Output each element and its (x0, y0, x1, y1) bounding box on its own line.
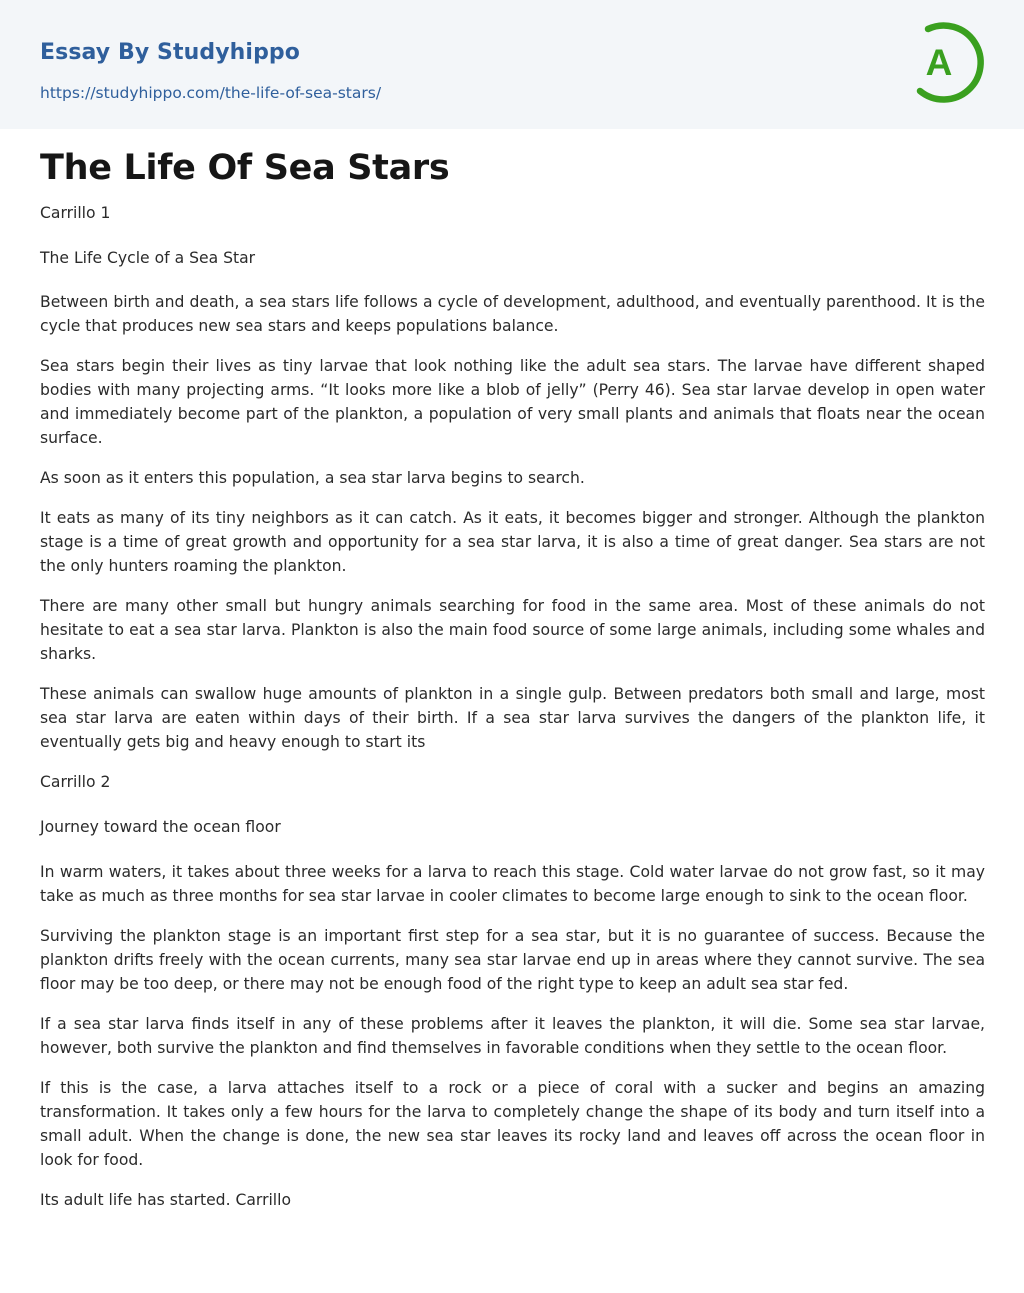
section-subtitle: Journey toward the ocean floor (40, 818, 281, 836)
essay-url-link[interactable]: https://studyhippo.com/the-life-of-sea-stars/ (40, 84, 382, 102)
page-label: Carrillo 2 (40, 773, 111, 791)
paragraph: If this is the case, a larva attaches itself to a rock or a piece of coral with a sucker and begins an amazing transformation. It takes only a few hours for the larva to completely change the shape of its body and turn itself into a small adult. When the change is done, the new sea star leaves its rocky land and leaves off across the ocean floor in look for food. (40, 1079, 985, 1169)
paragraph: As soon as it enters this population, a sea star larva begins to search. (40, 469, 585, 487)
paragraph: These animals can swallow huge amounts of plankton in a single gulp. Between predators both small and large, most sea star larva are eaten within days of their birth. If a sea star larva survives the dangers of the plankton life, it eventually gets big and heavy enough to start its (40, 685, 985, 751)
site-brand[interactable]: Essay By Studyhippo (40, 40, 300, 65)
studyhippo-logo-icon[interactable] (908, 16, 990, 108)
essay-content (40, 146, 985, 1212)
paragraph: It eats as many of its tiny neighbors as it can catch. As it eats, it becomes bigger and stronger. Although the plankton stage is a time of great growth and opportunity for a sea star larva, it is also a time of great danger. Sea stars are not the only hunters roaming the plankton. (40, 509, 985, 575)
paragraph: Surviving the plankton stage is an important first step for a sea star, but it is no guarantee of success. Because the plankton drifts freely with the ocean currents, many sea star larvae end up in areas where they cannot survive. The sea floor may be too deep, or there may not be enough food of the right type to keep an adult sea star fed. (40, 927, 985, 993)
paragraph: In warm waters, it takes about three weeks for a larva to reach this stage. Cold water larvae do not grow fast, so it may take as much as three months for sea star larvae in cooler climates to become large enough to sink to the ocean floor. (40, 863, 985, 905)
paragraph: Between birth and death, a sea stars life follows a cycle of development, adulthood, and eventually parenthood. It is the cycle that produces new sea stars and keeps populations balance. (40, 293, 985, 335)
paragraph: There are many other small but hungry animals searching for food in the same area. Most of these animals do not hesitate to eat a sea star larva. Plankton is also the main food source of some large animals, including some whales and sharks. (40, 597, 985, 663)
site-header (0, 0, 1024, 129)
paragraph: Sea stars begin their lives as tiny larvae that look nothing like the adult sea stars. The larvae have different shaped bodies with many projecting arms. “It looks more like a blob of jelly” (Perry 46). Sea star larvae develop in open water and immediately become part of the plankton, a population of very small plants and animals that floats near the ocean surface. (40, 357, 985, 447)
logo-letter: A (925, 42, 953, 83)
paragraph: If a sea star larva finds itself in any of these problems after it leaves the plankton, it will die. Some sea star larvae, however, both survive the plankton and find themselves in favorable conditions when they settle to the ocean floor. (40, 1015, 985, 1057)
essay-title: The Life Of Sea Stars (40, 148, 450, 188)
section-subtitle: The Life Cycle of a Sea Star (40, 249, 256, 267)
paragraph: Its adult life has started. Carrillo (40, 1191, 292, 1209)
page-label: Carrillo 1 (40, 204, 111, 222)
